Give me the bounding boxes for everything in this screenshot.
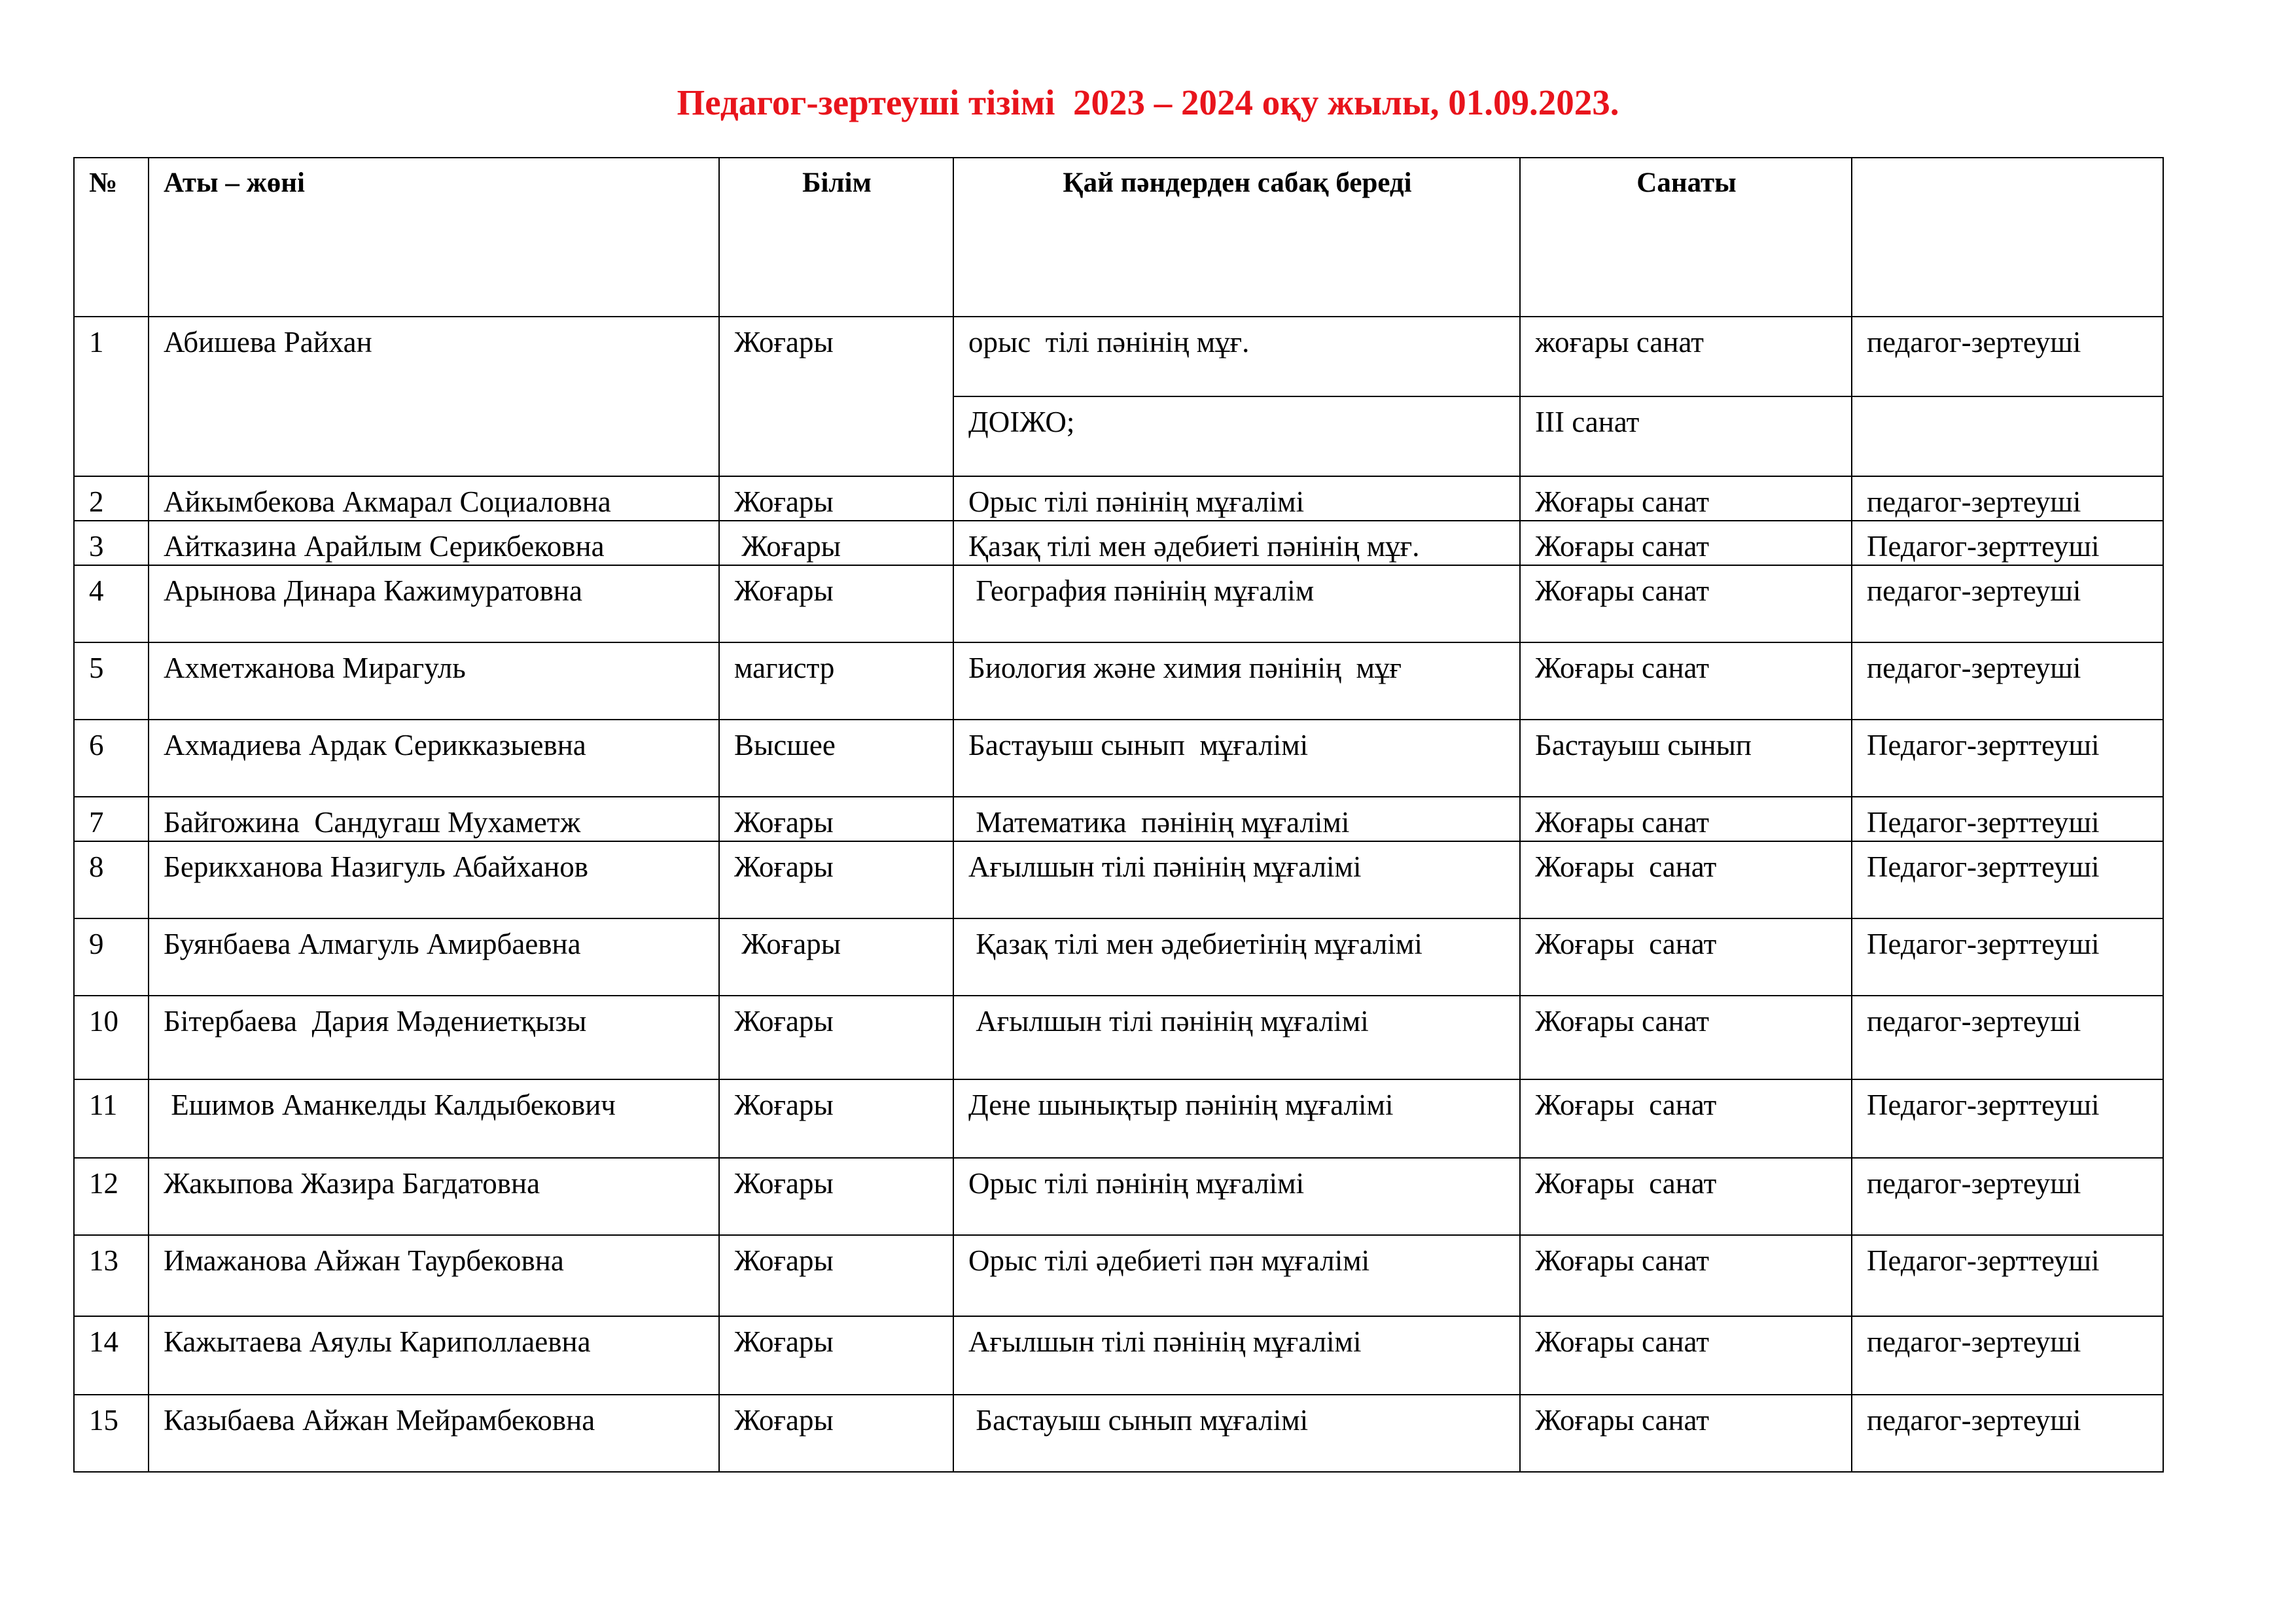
row-number: 10 (74, 996, 149, 1079)
row-number: 15 (74, 1395, 149, 1472)
row-category: Жоғары санат (1520, 1235, 1852, 1316)
row-education: Жоғары (719, 1158, 953, 1235)
row-subject: Қазақ тілі мен әдебиеті пәнінің мұғ. (953, 521, 1520, 565)
row-full-name: Бітербаева Дария Мәдениетқызы (149, 996, 719, 1079)
row-number: 12 (74, 1158, 149, 1235)
row-status: Педагог-зерттеуші (1852, 918, 2163, 996)
row-number: 11 (74, 1079, 149, 1158)
row-subject: Қазақ тілі мен әдебиетінің мұғалімі (953, 918, 1520, 996)
table-row (74, 720, 2163, 797)
header-number: № (74, 158, 149, 317)
row-education: Жоғары (719, 1079, 953, 1158)
row-subject-secondary: ДОІЖО; (953, 396, 1520, 476)
row-education: Жоғары (719, 565, 953, 642)
row-education: Жоғары (719, 918, 953, 996)
row-subject: Математика пәнінің мұғалімі (953, 797, 1520, 841)
row-full-name: Ешимов Аманкелды Калдыбекович (149, 1079, 719, 1158)
row-category: Жоғары санат (1520, 841, 1852, 918)
row-subject: География пәнінің мұғалім (953, 565, 1520, 642)
table-row (74, 918, 2163, 996)
teacher-researcher-table (73, 157, 2164, 1473)
row-full-name: Имажанова Айжан Таурбековна (149, 1235, 719, 1316)
table-row (74, 565, 2163, 642)
row-subject: орыс тілі пәнінің мұғ. (953, 317, 1520, 396)
row-category: Жоғары санат (1520, 996, 1852, 1079)
row-status: Педагог-зерттеуші (1852, 720, 2163, 797)
row-number: 8 (74, 841, 149, 918)
row-full-name: Берикханова Назигуль Абайханов (149, 841, 719, 918)
table-header-row (74, 158, 2163, 317)
header-full-name: Аты – жөні (149, 158, 719, 317)
row-full-name: Байгожина Сандугаш Мухаметж (149, 797, 719, 841)
row-category: Жоғары санат (1520, 1316, 1852, 1395)
row-category: Жоғары санат (1520, 476, 1852, 521)
row-status: Педагог-зерттеуші (1852, 521, 2163, 565)
row-status: Педагог-зерттеуші (1852, 797, 2163, 841)
row-subject: Ағылшын тілі пәнінің мұғалімі (953, 996, 1520, 1079)
row-category: Жоғары санат (1520, 1158, 1852, 1235)
row-category-secondary: ІІІ санат (1520, 396, 1852, 476)
row-number: 9 (74, 918, 149, 996)
row-status: Педагог-зерттеуші (1852, 1079, 2163, 1158)
row-number: 2 (74, 476, 149, 521)
row-status: педагог-зертеуші (1852, 1395, 2163, 1472)
row-category: Жоғары санат (1520, 642, 1852, 720)
table-row (74, 1079, 2163, 1158)
document-title: Педагог-зертеуші тізімі 2023 – 2024 оқу жылы, 01.09.2023. (677, 82, 1619, 122)
row-full-name: Арынова Динара Кажимуратовна (149, 565, 719, 642)
row-status: педагог-зертеуші (1852, 1158, 2163, 1235)
row-subject: Биология және химия пәнінің мұғ (953, 642, 1520, 720)
row-education: Жоғары (719, 1316, 953, 1395)
row-category: Жоғары санат (1520, 521, 1852, 565)
row-full-name: Буянбаева Алмагуль Амирбаевна (149, 918, 719, 996)
row-subject: Орыс тілі пәнінің мұғалімі (953, 476, 1520, 521)
row-education: Жоғары (719, 317, 953, 476)
row-number: 6 (74, 720, 149, 797)
row-full-name: Казыбаева Айжан Мейрамбековна (149, 1395, 719, 1472)
row-status: педагог-зертеуші (1852, 476, 2163, 521)
row-status: педагог-зертеуші (1852, 565, 2163, 642)
row-subject: Ағылшын тілі пәнінің мұғалімі (953, 1316, 1520, 1395)
row-education: Жоғары (719, 476, 953, 521)
table-row (74, 996, 2163, 1079)
row-education: Жоғары (719, 1395, 953, 1472)
row-number: 7 (74, 797, 149, 841)
row-number: 14 (74, 1316, 149, 1395)
table-row (74, 797, 2163, 841)
row-status: Педагог-зерттеуші (1852, 1235, 2163, 1316)
table-row (74, 642, 2163, 720)
row-education: Высшее (719, 720, 953, 797)
row-number: 3 (74, 521, 149, 565)
table-row (74, 476, 2163, 521)
row-full-name: Абишева Райхан (149, 317, 719, 476)
row-status-secondary (1852, 396, 2163, 476)
row-category: Жоғары санат (1520, 1079, 1852, 1158)
row-full-name: Айтказина Арайлым Серикбековна (149, 521, 719, 565)
row-category: Бастауыш сынып (1520, 720, 1852, 797)
row-subject: Бастауыш сынып мұғалімі (953, 1395, 1520, 1472)
row-education: магистр (719, 642, 953, 720)
row-full-name: Ахмадиева Ардак Серикказыевна (149, 720, 719, 797)
row-full-name: Жакыпова Жазира Багдатовна (149, 1158, 719, 1235)
row-number: 5 (74, 642, 149, 720)
row-number: 1 (74, 317, 149, 476)
row-category: жоғары санат (1520, 317, 1852, 396)
row-subject: Ағылшын тілі пәнінің мұғалімі (953, 841, 1520, 918)
row-category: Жоғары санат (1520, 797, 1852, 841)
row-category: Жоғары санат (1520, 1395, 1852, 1472)
row-full-name: Ахметжанова Мирагуль (149, 642, 719, 720)
row-subject: Орыс тілі әдебиеті пән мұғалімі (953, 1235, 1520, 1316)
row-number: 13 (74, 1235, 149, 1316)
table-row (74, 1235, 2163, 1316)
header-education: Білім (719, 158, 953, 317)
row-status: педагог-зертеуші (1852, 1316, 2163, 1395)
row-education: Жоғары (719, 996, 953, 1079)
header-category: Санаты (1520, 158, 1852, 317)
row-full-name: Кажытаева Аяулы Кариполлаевна (149, 1316, 719, 1395)
row-status: педагог-зертеуші (1852, 317, 2163, 396)
row-education: Жоғары (719, 841, 953, 918)
row-status: педагог-зертеуші (1852, 996, 2163, 1079)
table-row (74, 1316, 2163, 1395)
header-subjects-taught: Қай пәндерден сабақ береді (953, 158, 1520, 317)
table-row (74, 841, 2163, 918)
row-subject: Бастауыш сынып мұғалімі (953, 720, 1520, 797)
row-education: Жоғары (719, 1235, 953, 1316)
row-subject: Дене шынықтыр пәнінің мұғалімі (953, 1079, 1520, 1158)
row-subject: Орыс тілі пәнінің мұғалімі (953, 1158, 1520, 1235)
row-category: Жоғары санат (1520, 918, 1852, 996)
row-education: Жоғары (719, 521, 953, 565)
header-status (1852, 158, 2163, 317)
table-row (74, 1158, 2163, 1235)
row-number: 4 (74, 565, 149, 642)
row-status: Педагог-зерттеуші (1852, 841, 2163, 918)
table-row (74, 521, 2163, 565)
table-row (74, 1395, 2163, 1472)
row-education: Жоғары (719, 797, 953, 841)
row-full-name: Айкымбекова Акмарал Социаловна (149, 476, 719, 521)
table-row (74, 317, 2163, 396)
row-status: педагог-зертеуші (1852, 642, 2163, 720)
row-category: Жоғары санат (1520, 565, 1852, 642)
